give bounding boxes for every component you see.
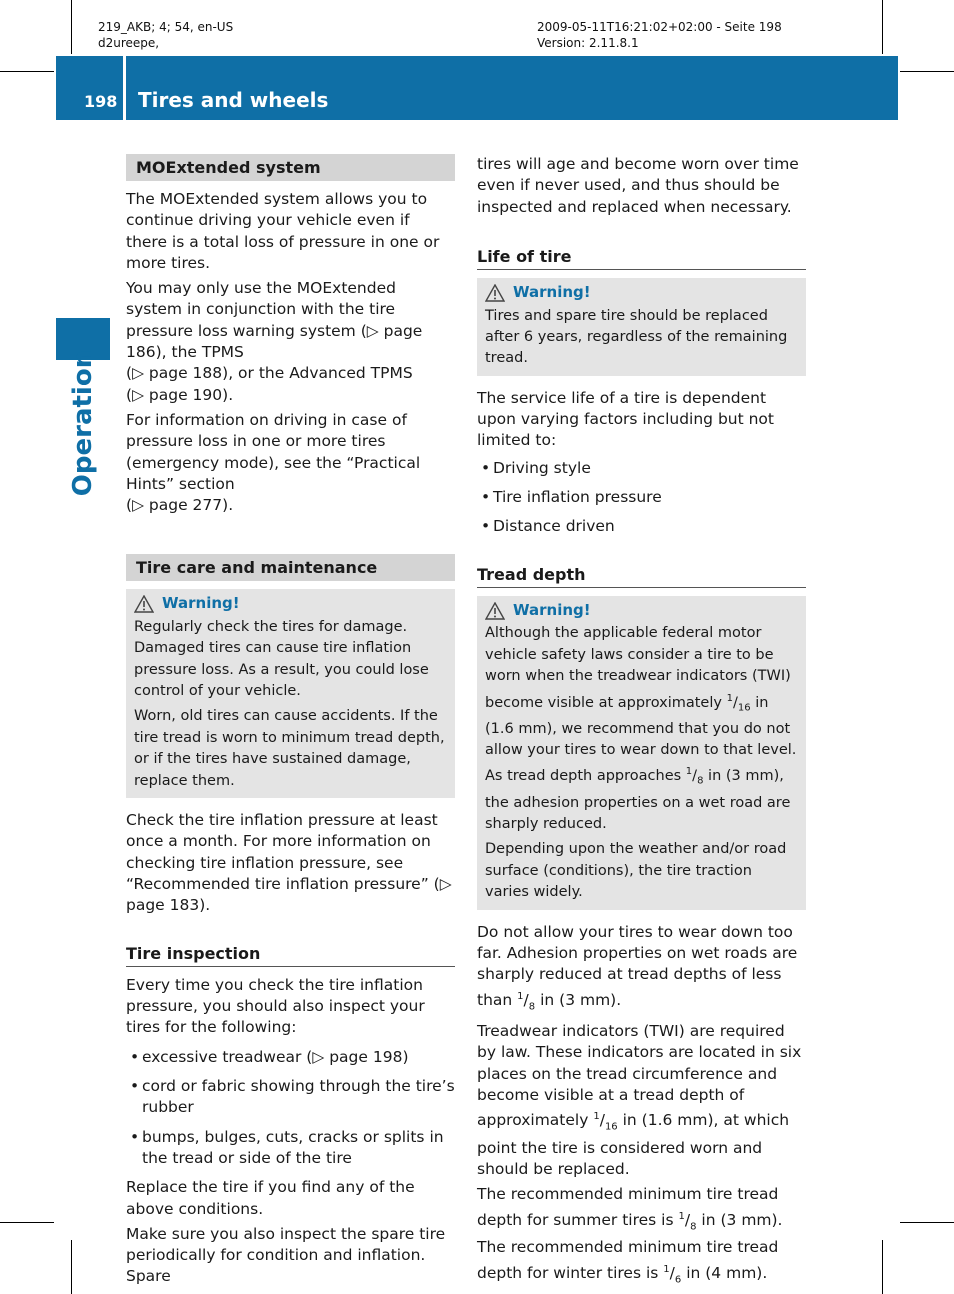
warning-box [477,596,806,910]
paragraph: The recommended minimum tire tread depth for summer tires is $^1/_8$ in (3 mm). The recommended minimum tire tread depth for winter tires is $^1/_6$ in (4 mm). [477,1185,783,1285]
page-ref-arrow-icon: ▷ [132,364,144,383]
warning-text: Depending upon the weather and/or road surface (conditions), the tire traction varies widely. [485,841,787,901]
warning-box [477,278,806,376]
page-ref-arrow-icon: ▷ [366,321,379,340]
subsection-heading: Life of tire [477,246,806,270]
section-heading: MOExtended system [126,154,455,181]
warning-text: Although the applicable federal motor vehicle safety laws consider a tire to be worn when the treadwear indicators (TWI) become visible at approximately $^1/_{16}$ in (1.6 mm), we recommend that you do not allow your tires to wear down to that level. As tread depth approaches $^1/_8$ in (3 mm), the adhesion properties on a wet road are sharply reduced. [485,625,797,832]
meta-text: Version: 2.11.8.1 [537,36,639,50]
warning-triangle-icon [485,284,505,302]
crop-mark [900,1222,954,1223]
paragraph: Every time you check the tire inflation pressure, you should also inspect your tires for the following: [126,975,425,1037]
meta-text: 219_AKB; 4; 54, en-US [98,20,234,34]
print-meta-left [98,19,233,51]
crop-mark [71,0,72,54]
paragraph: The service life of a tire is dependent upon varying factors including but not limited to: [477,388,774,450]
paragraph: Do not allow your tires to wear down too far. Adhesion properties on wet roads are sharply reduced at tread depths of less than $^1/_8$ in (3 mm). [477,922,798,1012]
warning-text: Tires and spare tire should be replaced after 6 years, regardless of the remaining tread. [485,307,788,367]
page-ref-arrow-icon: ▷ [312,1047,325,1066]
side-tab-text: Operation [68,349,98,497]
paragraph: Replace the tire if you find any of the above conditions. [126,1178,415,1218]
crop-mark [0,71,54,72]
warning-text: Regularly check the tires for damage. Damaged tires can cause tire inflation pressure loss. As a result, you could lose control of your vehicle. [134,618,429,700]
warning-triangle-icon [485,602,505,620]
page-ref-arrow-icon: ▷ [132,496,144,515]
page-ref-arrow-icon: ▷ [439,875,452,893]
left-column [126,154,455,1292]
list-item: • bumps, bulges, cuts, cracks or splits in the tread or side of the tire [130,1127,444,1167]
meta-text: d2ureepe, [98,36,160,50]
list-item: • cord or fabric showing through the tire’s rubber [130,1077,455,1117]
paragraph: Check the tire inflation pressure at least once a month. For more information on checking tire inflation pressure, see “Recommended tire inflation pressure” (▷ page 183). [126,811,452,915]
warning-box [126,589,455,798]
print-meta-right [537,19,782,51]
paragraph: Make sure you also inspect the spare tire periodically for condition and inflation. Spare [126,1224,446,1286]
crop-mark [882,0,883,54]
warning-label: Warning! [513,600,591,619]
list-item: • Distance driven [481,517,615,536]
page-number: 198 [84,92,118,111]
paragraph: Treadwear indicators (TWI) are required by law. These indicators are located in six places on the tread circumference and become visible at a tread depth of approximately $^1/_{16}$ in (1.6 mm), at which point the tire is considered worn and should be replaced. [477,1022,802,1179]
warning-label: Warning! [162,594,240,613]
warning-triangle-icon [134,595,154,613]
paragraph: tires will age and become worn over time even if never used, and thus should be inspected and replaced when necessary. [477,155,799,216]
warning-title [485,282,798,303]
meta-text: 2009-05-11T16:21:02+02:00 - Seite 198 [537,20,782,34]
side-tab-label [52,349,114,497]
warning-title [485,600,798,621]
paragraph: For information on driving in case of pressure loss in one or more tires (emergency mode), see the “Practical Hints” section (▷ page 277). [126,410,421,515]
section-heading: Tire care and maintenance [126,554,455,581]
crop-mark [882,1240,883,1294]
warning-label: Warning! [513,283,591,302]
page-ref-arrow-icon: ▷ [132,385,144,404]
subsection-heading: Tread depth [477,564,806,588]
subsection-heading: Tire inspection [126,943,455,967]
warning-title [134,593,447,614]
warning-text: Worn, old tires can cause accidents. If the tire tread is worn to minimum tread depth, or if the tires have sustained damage, replace them. [134,708,445,789]
crop-mark [900,71,954,72]
right-column [477,154,806,1294]
crop-mark [0,1222,54,1223]
list-item: • Tire inflation pressure [481,488,662,506]
paragraph: You may only use the MOExtended system in conjunction with the tire pressure loss warning system (▷ page 186), the TPMS (▷ page 188), or the Advanced TPMS (▷ page 190). [126,279,423,404]
list-item: • Driving style [481,458,591,477]
chapter-title: Tires and wheels [138,88,329,112]
header-divider [123,56,126,120]
paragraph: The MOExtended system allows you to continue driving your vehicle even if there is a total loss of pressure in one or more tires. [126,190,440,272]
crop-mark [71,1240,72,1294]
list-item: • excessive treadwear (▷ page 198) [130,1047,409,1066]
